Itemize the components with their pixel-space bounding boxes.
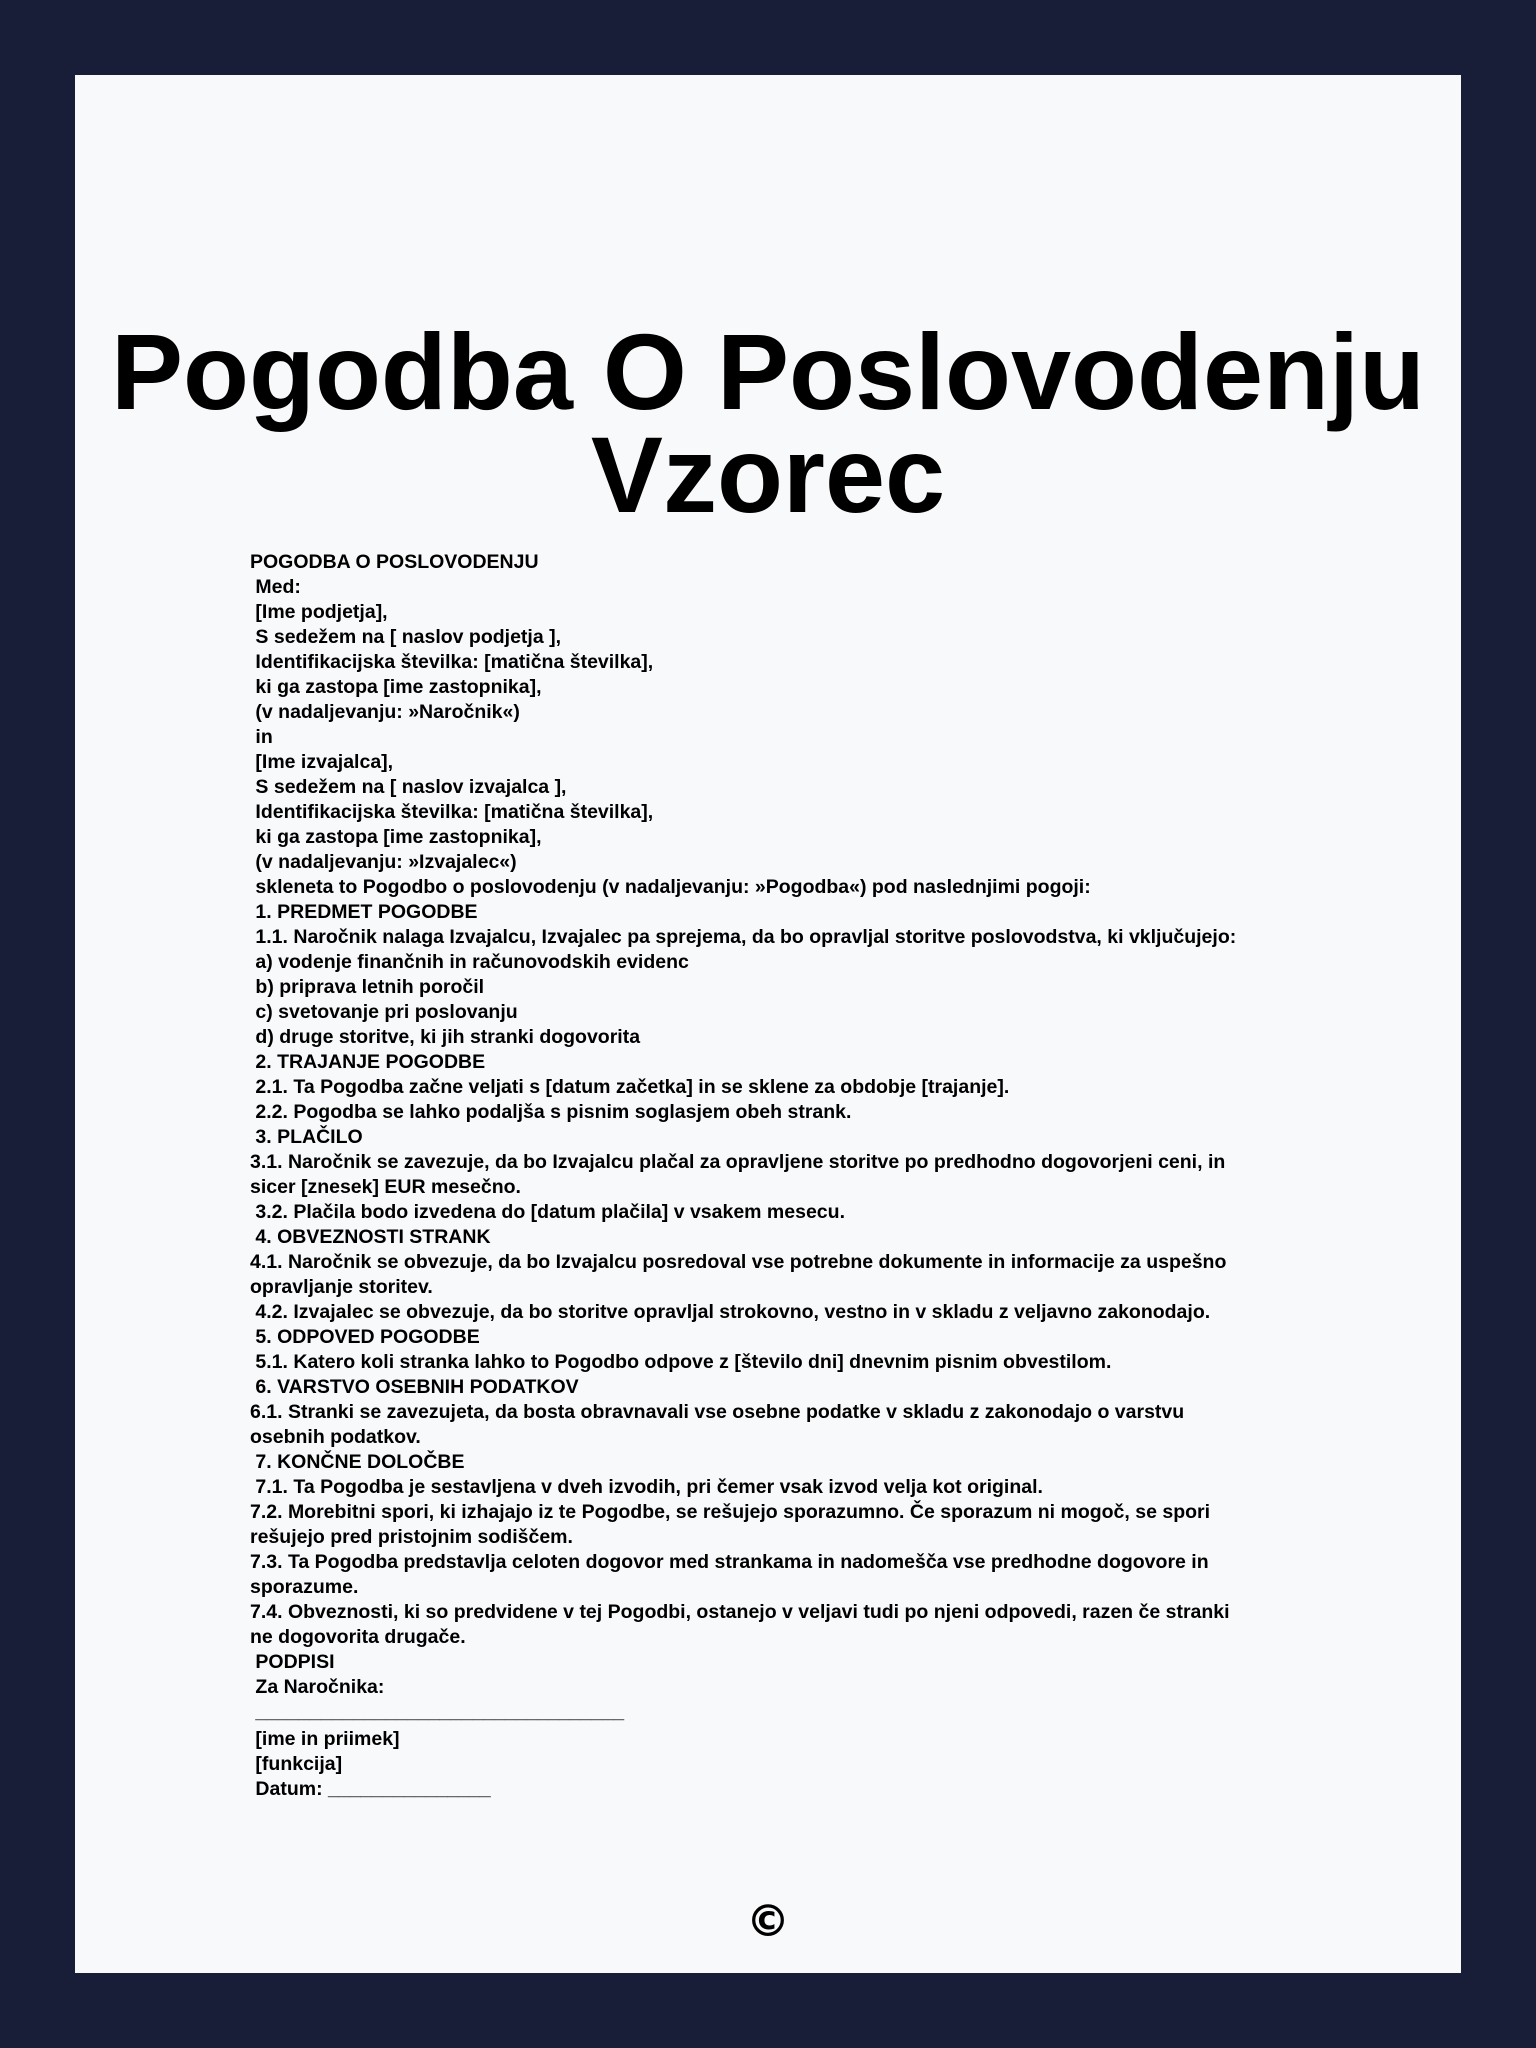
signatures-heading: PODPISI [250,1651,335,1673]
section-heading: 7. KONČNE DOLOČBE [250,1451,465,1473]
body-line: S sedežem na [ naslov podjetja ], [250,626,562,648]
body-line: [ime in priimek] [250,1728,400,1750]
section-heading: 2. TRAJANJE POGODBE [250,1051,486,1073]
date-line: Datum: _______________ [250,1778,491,1800]
body-line: 4.1. Naročnik se obvezuje, da bo Izvajalcu posredoval vse potrebne dokumente in informacije za uspešno [250,1251,1227,1273]
body-line: 7.4. Obveznosti, ki so predvidene v tej Pogodbi, ostanejo v veljavi tudi po njeni odpovedi, razen če stranki [250,1601,1230,1623]
body-line: sporazume. [250,1576,359,1598]
body-line: opravljanje storitev. [250,1276,433,1298]
body-line: c) svetovanje pri poslovanju [250,1001,518,1023]
body-line: 6.1. Stranki se zavezujeta, da bosta obravnavali vse osebne podatke v skladu z zakonodajo o varstvu [250,1401,1185,1423]
body-line: Med: [250,576,301,598]
body-line: [Ime podjetja], [250,601,388,623]
body-line: 2.1. Ta Pogodba začne veljati s [datum začetka] in se sklene za obdobje [trajanje]. [250,1076,1010,1098]
body-line: osebnih podatkov. [250,1426,421,1448]
section-heading: 6. VARSTVO OSEBNIH PODATKOV [250,1376,579,1398]
body-line: skleneta to Pogodbo o poslovodenju (v nadaljevanju: »Pogodba«) pod naslednjimi pogoji: [250,876,1091,898]
section-heading: 3. PLAČILO [250,1126,363,1148]
body-line: rešujejo pred pristojnim sodiščem. [250,1526,573,1548]
body-line: 2.2. Pogodba se lahko podaljša s pisnim soglasjem obeh strank. [250,1101,852,1123]
body-line: ki ga zastopa [ime zastopnika], [250,676,542,698]
body-line: Za Naročnika: [250,1676,385,1698]
copyright-icon: © [746,1896,790,1947]
body-line: [Ime izvajalca], [250,751,394,773]
body-line: 7.2. Morebitni spori, ki izhajajo iz te Pogodbe, se rešujejo sporazumno. Če sporazum ni mogoč, se spori [250,1501,1211,1523]
section-heading: 1. PREDMET POGODBE [250,901,478,923]
body-line: (v nadaljevanju: »Naročnik«) [250,701,520,723]
document-title: Pogodba O Poslovodenju Vzorec [110,311,1426,535]
document-page [75,75,1461,1973]
body-line: b) priprava letnih poročil [250,976,485,998]
signature-line: __________________________________ [250,1701,625,1723]
document-body [250,550,1360,1802]
body-line: 3.1. Naročnik se zavezuje, da bo Izvajalcu plačal za opravljene storitve po predhodno dogovorjeni ceni, in [250,1151,1226,1173]
body-line: 7.3. Ta Pogodba predstavlja celoten dogovor med strankama in nadomešča vse predhodne dogovore in [250,1551,1209,1573]
body-line: [funkcija] [250,1753,343,1775]
body-line: 5.1. Katero koli stranka lahko to Pogodbo odpove z [število dni] dnevnim pisnim obvestilom. [250,1351,1112,1373]
body-line: 1.1. Naročnik nalaga Izvajalcu, Izvajalec pa sprejema, da bo opravljal storitve poslovodstva, ki vključujejo: [250,926,1237,948]
body-line: 4.2. Izvajalec se obvezuje, da bo storitve opravljal strokovno, vestno in v skladu z veljavno zakonodajo. [250,1301,1211,1323]
body-line: d) druge storitve, ki jih stranki dogovorita [250,1026,641,1048]
body-line: Identifikacijska številka: [matična številka], [250,651,654,673]
body-line: (v nadaljevanju: »Izvajalec«) [250,851,517,873]
body-line: ne dogovorita drugače. [250,1626,466,1648]
body-line: 7.1. Ta Pogodba je sestavljena v dveh izvodih, pri čemer vsak izvod velja kot original. [250,1476,1043,1498]
body-line: S sedežem na [ naslov izvajalca ], [250,776,567,798]
body-line: a) vodenje finančnih in računovodskih evidenc [250,951,689,973]
body-line: Identifikacijska številka: [matična številka], [250,801,654,823]
body-line: 3.2. Plačila bodo izvedena do [datum plačila] v vsakem mesecu. [250,1201,845,1223]
section-heading: 5. ODPOVED POGODBE [250,1326,480,1348]
body-line: in [250,726,273,748]
section-heading: 4. OBVEZNOSTI STRANK [250,1226,491,1248]
body-line: POGODBA O POSLOVODENJU [250,551,539,573]
body-line: ki ga zastopa [ime zastopnika], [250,826,542,848]
body-line: sicer [znesek] EUR mesečno. [250,1176,521,1198]
